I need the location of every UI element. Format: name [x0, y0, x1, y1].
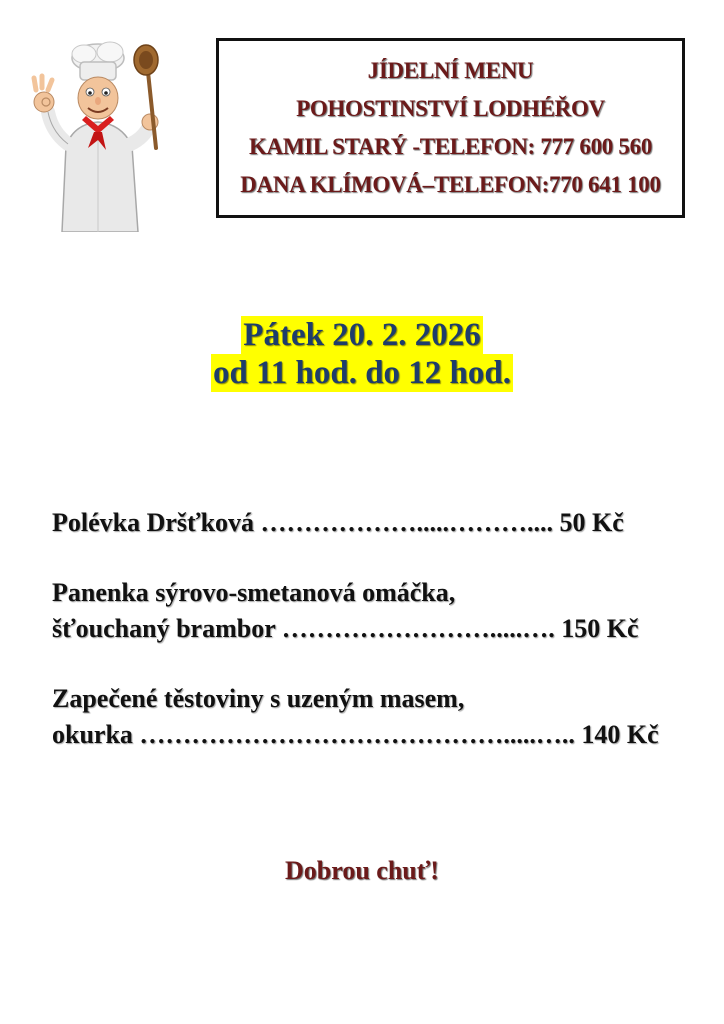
contact-phone-dana: DANA KLÍMOVÁ–TELEFON:770 641 100 — [240, 172, 661, 197]
menu-item-soup — [52, 505, 682, 541]
menu-heading: JÍDELNÍ MENU — [367, 58, 534, 83]
contact-phone-kamil: KAMIL STARÝ -TELEFON: 777 600 560 — [248, 134, 653, 159]
menu-item-line: okurka …………………………………….....….. 140 Kč — [52, 720, 659, 749]
menu-date: Pátek 20. 2. 2026 — [243, 317, 481, 353]
chef-icon — [26, 36, 176, 232]
menu-item-line: šťouchaný brambor …………………….....…. 150 Kč — [52, 614, 639, 643]
menu-item-pasta — [52, 681, 682, 753]
menu-item-line: Zapečené těstoviny s uzeným masem, — [52, 684, 465, 713]
closing-greeting: Dobrou chuť! — [285, 856, 439, 885]
restaurant-header-box — [216, 38, 685, 218]
date-block — [0, 316, 724, 392]
menu-item-line: Panenka sýrovo-smetanová omáčka, — [52, 578, 456, 607]
restaurant-name: POHOSTINSTVÍ LODHÉŘOV — [296, 96, 605, 121]
menu-item-panenka — [52, 575, 682, 647]
menu-list — [52, 505, 682, 753]
menu-item-line: Polévka Dršťková ……………….....……….... 50 Kč — [52, 508, 624, 537]
serving-hours: od 11 hod. do 12 hod. — [212, 355, 512, 391]
